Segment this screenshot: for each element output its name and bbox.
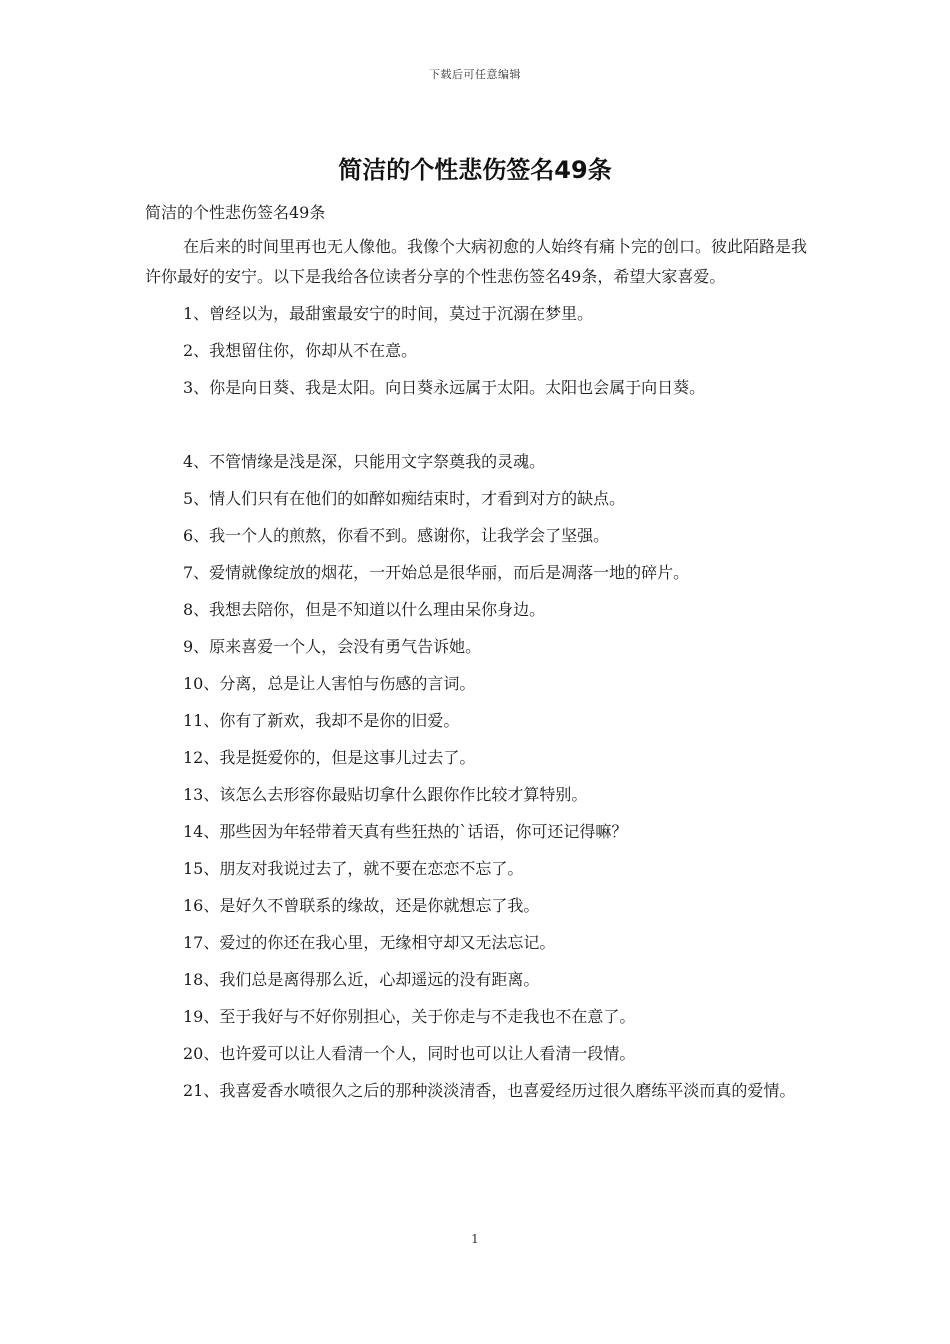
list-item: 8、我想去陪你，但是不知道以什么理由呆你身边。 [183,600,546,619]
intro-paragraph: 在后来的时间里再也无人像他。我像个大病初愈的人始终有痛卜完的创口。彼此陌路是我许你最好的安宁。以下是我给各位读者分享的个性悲伤签名49条，希望大家喜爱。 [145,237,808,286]
page-number: 1 [471,1232,479,1246]
list-item: 17、爱过的你还在我心里，无缘相守却又无法忘记。 [183,933,556,952]
list-item: 7、爱情就像绽放的烟花，一开始总是很华丽，而后是凋落一地的碎片。 [183,563,690,582]
list-item: 15、朋友对我说过去了，就不要在恋恋不忘了。 [183,859,524,878]
list-item: 11、你有了新欢，我却不是你的旧爱。 [183,711,460,730]
list-item: 9、原来喜爱一个人，会没有勇气告诉她。 [183,637,482,656]
list-item: 19、至于我好与不好你别担心，关于你走与不走我也不在意了。 [183,1007,636,1026]
list-item: 21、我喜爱香水喷很久之后的那种淡淡清香，也喜爱经历过很久磨练平淡而真的爱情。 [183,1081,796,1100]
list-item: 12、我是挺爱你的，但是这事儿过去了。 [183,748,476,767]
list-item: 6、我一个人的煎熬，你看不到。感谢你，让我学会了坚强。 [183,526,610,545]
list-item: 13、该怎么去形容你最贴切拿什么跟你作比较才算特别。 [183,785,588,804]
document-body [145,198,810,1113]
list-item: 16、是好久不曾联系的缘故，还是你就想忘了我。 [183,896,540,915]
list-item: 2、我想留住你，你却从不在意。 [183,341,418,360]
list-item: 3、你是向日葵、我是太阳。向日葵永远属于太阳。太阳也会属于向日葵。 [183,378,706,397]
list-item: 5、情人们只有在他们的如醉如痴结束时，才看到对方的缺点。 [183,489,626,508]
list-item: 14、那些因为年轻带着天真有些狂热的`话语，你可还记得嘛？ [183,822,628,841]
list-item: 1、曾经以为，最甜蜜最安宁的时间，莫过于沉溺在梦里。 [183,304,594,323]
list-item: 20、也许爱可以让人看清一个人，同时也可以让人看清一段情。 [183,1044,636,1063]
list-item: 10、分离，总是让人害怕与伤感的言词。 [183,674,476,693]
document-title: 简洁的个性悲伤签名49条 [338,156,612,184]
list-item: 4、不管情缘是浅是深，只能用文字祭奠我的灵魂。 [183,452,546,471]
document-subtitle: 简洁的个性悲伤签名49条 [145,203,326,222]
header-note: 下载后可任意编辑 [429,68,521,81]
list-item: 18、我们总是离得那么近，心却遥远的没有距离。 [183,970,540,989]
